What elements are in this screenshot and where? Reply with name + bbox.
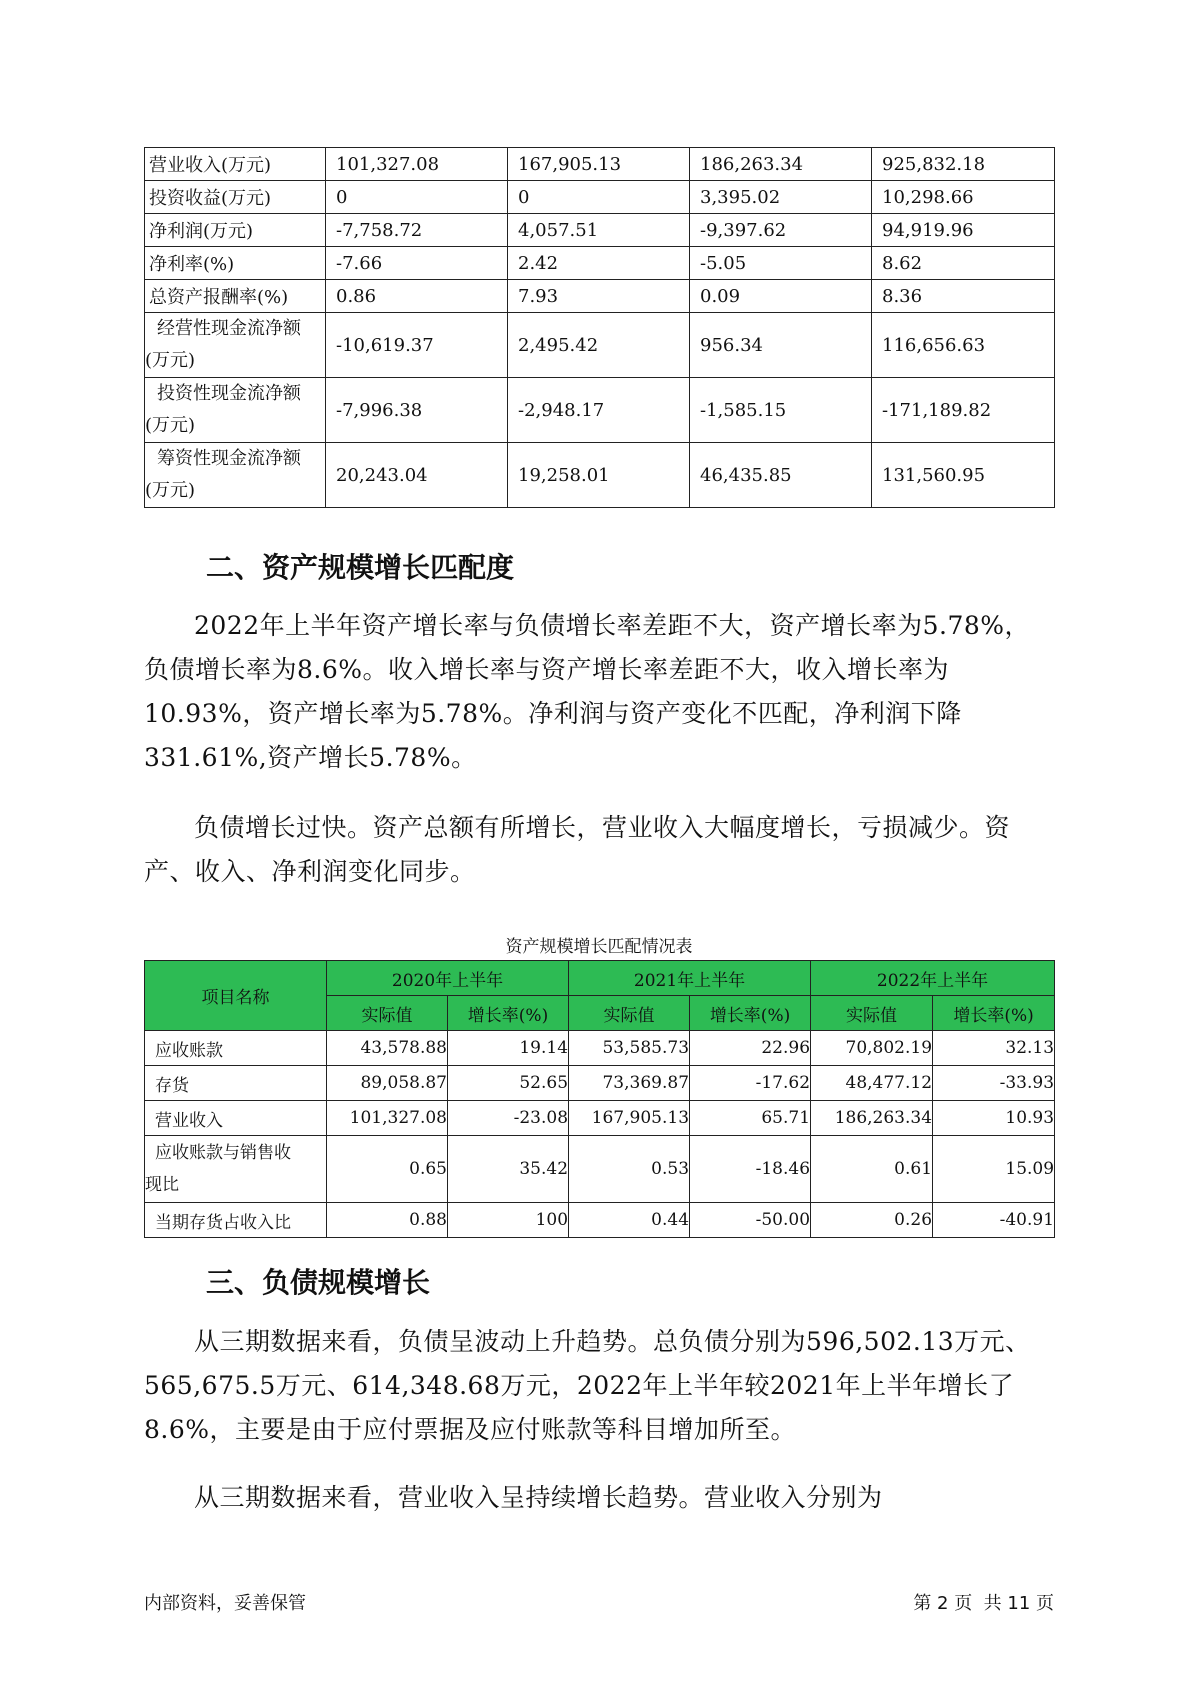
table-cell: -5.05	[690, 247, 872, 280]
table-cell: -7,996.38	[326, 378, 508, 443]
table-cell: 101,327.08	[326, 148, 508, 181]
row-label-line2: 现比	[145, 1175, 179, 1195]
row-label-line1: 投资性现金流净额	[157, 383, 301, 404]
row-label	[145, 443, 326, 508]
table-cell: 0.65	[327, 1136, 448, 1203]
table-cell: 43,578.88	[327, 1031, 448, 1066]
row-label-line1: 筹资性现金流净额	[157, 448, 301, 469]
table-cell: 52.65	[448, 1066, 569, 1101]
table-row	[145, 1031, 1055, 1066]
table-cell: -40.91	[933, 1203, 1055, 1238]
table-row	[145, 378, 1055, 443]
table-cell: -2,948.17	[508, 378, 690, 443]
table-row	[145, 181, 1055, 214]
table-row	[145, 148, 1055, 181]
row-label: 营业收入	[145, 1101, 327, 1136]
row-label: 净利率(%)	[145, 247, 326, 280]
table-cell: 0.61	[811, 1136, 933, 1203]
table-cell: -7,758.72	[326, 214, 508, 247]
table-cell: 2,495.42	[508, 313, 690, 378]
table-cell: 956.34	[690, 313, 872, 378]
header-cell: 增长率(%)	[933, 996, 1055, 1031]
table-cell: 53,585.73	[569, 1031, 690, 1066]
table-row	[145, 443, 1055, 508]
paragraph: 从三期数据来看，负债呈波动上升趋势。总负债分别为596,502.13万元、565,675.5万元、614,348.68万元，2022年上半年较2021年上半年增长了8.6%，主要是由于应付票据及应付账款等科目增加所至。	[144, 1327, 1031, 1444]
table-caption: 资产规模增长匹配情况表	[505, 937, 693, 957]
table-cell: -17.62	[690, 1066, 811, 1101]
table-row	[145, 247, 1055, 280]
header-cell: 实际值	[811, 996, 933, 1031]
table-row	[145, 1101, 1055, 1136]
header-cell: 实际值	[327, 996, 448, 1031]
table-cell: 186,263.34	[690, 148, 872, 181]
table-cell: 0.09	[690, 280, 872, 313]
section-heading: 二、资产规模增长匹配度	[206, 551, 515, 584]
header-cell: 增长率(%)	[690, 996, 811, 1031]
table-cell: 7.93	[508, 280, 690, 313]
table-cell: 15.09	[933, 1136, 1055, 1203]
row-label-line2: (万元)	[145, 480, 196, 501]
section-heading: 三、负债规模增长	[206, 1266, 431, 1299]
table-cell: 19.14	[448, 1031, 569, 1066]
table-cell: 101,327.08	[327, 1101, 448, 1136]
table-cell: 65.71	[690, 1101, 811, 1136]
table-cell: 4,057.51	[508, 214, 690, 247]
table-cell: -9,397.62	[690, 214, 872, 247]
table-row	[145, 313, 1055, 378]
table-cell: -10,619.37	[326, 313, 508, 378]
table-cell: 73,369.87	[569, 1066, 690, 1101]
row-label: 总资产报酬率(%)	[145, 280, 326, 313]
table-row	[145, 1203, 1055, 1238]
table-cell: 94,919.96	[872, 214, 1055, 247]
table-cell: 0.86	[326, 280, 508, 313]
header-cell: 项目名称	[145, 961, 327, 1031]
table-row	[145, 1066, 1055, 1101]
table-cell: 22.96	[690, 1031, 811, 1066]
row-label-line1: 应收账款与销售收	[155, 1143, 291, 1163]
header-cell: 实际值	[569, 996, 690, 1031]
header-cell: 2020年上半年	[327, 961, 569, 996]
header-cell: 2021年上半年	[569, 961, 811, 996]
table-cell: 19,258.01	[508, 443, 690, 508]
paragraph: 2022年上半年资产增长率与负债增长率差距不大，资产增长率为5.78%，负债增长率为8.6%。收入增长率与资产增长率差距不大，收入增长率为10.93%，资产增长率为5.78%。净利润与资产变化不匹配，净利润下降331.61%,资产增长5.78%。	[144, 611, 1031, 772]
financial-summary-table	[144, 147, 1055, 508]
table-cell: 0	[326, 181, 508, 214]
table-cell: -18.46	[690, 1136, 811, 1203]
row-label: 存货	[145, 1066, 327, 1101]
table-row	[145, 214, 1055, 247]
table-cell: 925,832.18	[872, 148, 1055, 181]
row-label: 当期存货占收入比	[145, 1203, 327, 1238]
paragraph: 从三期数据来看，营业收入呈持续增长趋势。营业收入分别为	[194, 1483, 883, 1512]
table-cell: 100	[448, 1203, 569, 1238]
row-label-line2: (万元)	[145, 415, 196, 436]
table-cell: -23.08	[448, 1101, 569, 1136]
table-cell: 8.36	[872, 280, 1055, 313]
row-label: 营业收入(万元)	[145, 148, 326, 181]
table-cell: 116,656.63	[872, 313, 1055, 378]
table-cell: 0.26	[811, 1203, 933, 1238]
row-label	[145, 378, 326, 443]
table-cell: -171,189.82	[872, 378, 1055, 443]
table-cell: 2.42	[508, 247, 690, 280]
paragraph: 负债增长过快。资产总额有所增长，营业收入大幅度增长，亏损减少。资产、收入、净利润变化同步。	[144, 813, 1011, 886]
table-cell: 167,905.13	[508, 148, 690, 181]
table-cell: 89,058.87	[327, 1066, 448, 1101]
row-label-line2: (万元)	[145, 350, 196, 371]
table-cell: 10.93	[933, 1101, 1055, 1136]
table-cell: 35.42	[448, 1136, 569, 1203]
table-cell: 0	[508, 181, 690, 214]
asset-growth-table	[144, 960, 1055, 1238]
table-cell: 46,435.85	[690, 443, 872, 508]
table-row	[145, 1136, 1055, 1203]
row-label: 净利润(万元)	[145, 214, 326, 247]
table-row	[145, 280, 1055, 313]
row-label-line1: 经营性现金流净额	[157, 318, 301, 339]
table-cell: -7.66	[326, 247, 508, 280]
table-cell: -33.93	[933, 1066, 1055, 1101]
row-label: 投资收益(万元)	[145, 181, 326, 214]
table-cell: 8.62	[872, 247, 1055, 280]
row-label	[145, 1136, 327, 1203]
table-cell: 186,263.34	[811, 1101, 933, 1136]
footer-page-number: 第 2 页 共 11 页	[913, 1593, 1054, 1614]
table-cell: 167,905.13	[569, 1101, 690, 1136]
table-cell: 20,243.04	[326, 443, 508, 508]
table-cell: 10,298.66	[872, 181, 1055, 214]
header-cell: 增长率(%)	[448, 996, 569, 1031]
table-cell: 0.53	[569, 1136, 690, 1203]
footer-confidential-note: 内部资料，妥善保管	[144, 1593, 306, 1614]
row-label: 应收账款	[145, 1031, 327, 1066]
table-cell: -1,585.15	[690, 378, 872, 443]
table-cell: -50.00	[690, 1203, 811, 1238]
table-cell: 0.44	[569, 1203, 690, 1238]
table-cell: 32.13	[933, 1031, 1055, 1066]
row-label	[145, 313, 326, 378]
table-cell: 0.88	[327, 1203, 448, 1238]
header-cell: 2022年上半年	[811, 961, 1055, 996]
table-cell: 131,560.95	[872, 443, 1055, 508]
table-cell: 3,395.02	[690, 181, 872, 214]
table-cell: 48,477.12	[811, 1066, 933, 1101]
table-cell: 70,802.19	[811, 1031, 933, 1066]
table-header-row	[145, 961, 1055, 996]
financial-table-body	[145, 148, 1055, 508]
